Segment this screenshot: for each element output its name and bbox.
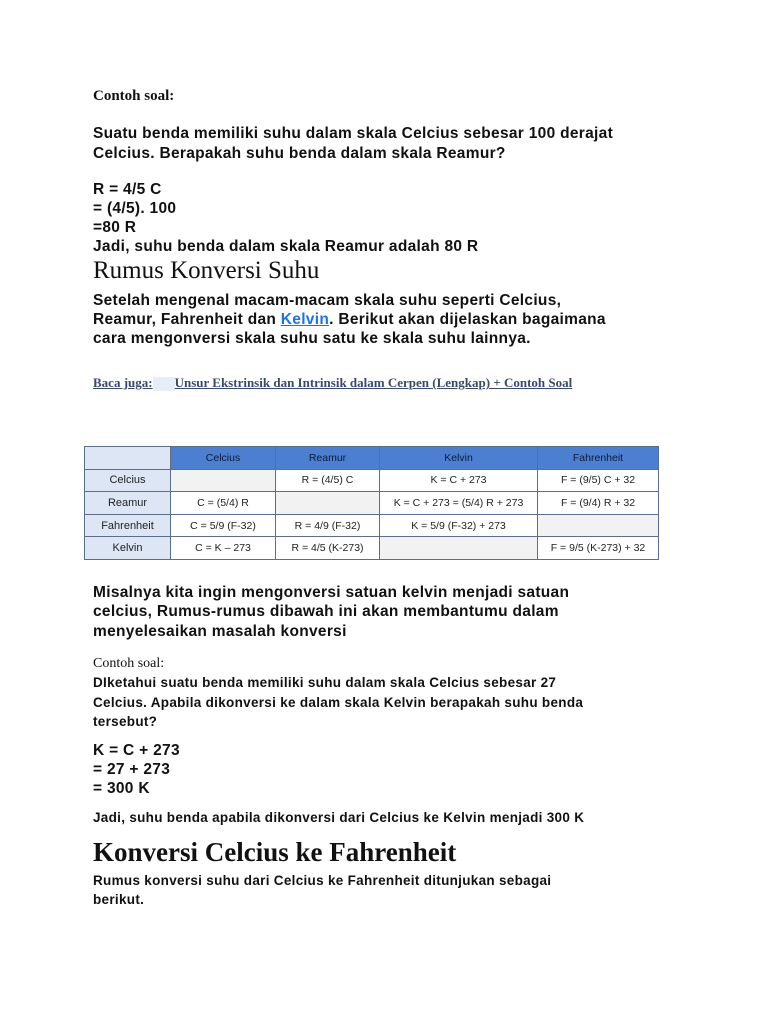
table-header-row	[85, 447, 659, 470]
example2-conclusion: Jadi, suhu benda apabila dikonversi dari Celcius ke Kelvin menjadi 300 K	[93, 810, 585, 825]
section2-line1: Rumus konversi suhu dari Celcius ke Fahrenheit ditunjukan sebagai	[93, 873, 552, 888]
table-cell: C = K – 273	[171, 537, 276, 560]
intro2-line2: celcius, Rumus-rumus dibawah ini akan membantumu dalam	[93, 603, 559, 620]
table-header-fahrenheit: Fahrenheit	[538, 447, 659, 470]
section-heading-rumus-konversi: Rumus Konversi Suhu	[93, 257, 320, 284]
section1-para-line1: Setelah mengenal macam-macam skala suhu seperti Celcius,	[93, 292, 562, 309]
intro2-line3: menyelesaikan masalah konversi	[93, 623, 347, 640]
table-cell: C = 5/9 (F-32)	[171, 514, 276, 537]
table-cell: F = (9/5) C + 32	[538, 469, 659, 492]
table-cell	[538, 514, 659, 537]
table-cell: K = 5/9 (F-32) + 273	[380, 514, 538, 537]
table-row-head-reamur: Reamur	[85, 492, 171, 515]
table-cell	[380, 537, 538, 560]
table-row	[85, 514, 659, 537]
example1-step1: R = 4/5 C	[93, 181, 162, 198]
section2-line2: berikut.	[93, 892, 145, 907]
example1-step3: =80 R	[93, 219, 137, 236]
conversion-table	[84, 446, 659, 560]
table-header-kelvin: Kelvin	[380, 447, 538, 470]
example2-step1: K = C + 273	[93, 742, 180, 759]
example2-step3: = 300 K	[93, 780, 150, 797]
example1-label: Contoh soal:	[93, 88, 175, 104]
table-cell	[171, 469, 276, 492]
read-also-label[interactable]: Baca juga:	[93, 375, 153, 390]
example2-step2: = 27 + 273	[93, 761, 171, 778]
table-row	[85, 469, 659, 492]
table-cell: F = 9/5 (K-273) + 32	[538, 537, 659, 560]
table-cell: R = 4/9 (F-32)	[276, 514, 380, 537]
table-cell: R = (4/5) C	[276, 469, 380, 492]
section1-para-line2-before: Reamur, Fahrenheit dan	[93, 311, 281, 328]
read-also[interactable]	[93, 375, 572, 391]
table-cell: K = C + 273	[380, 469, 538, 492]
table-row-head-fahrenheit: Fahrenheit	[85, 514, 171, 537]
table-header-reamur: Reamur	[276, 447, 380, 470]
table-row	[85, 537, 659, 560]
table-corner-cell	[85, 447, 171, 470]
table-row	[85, 492, 659, 515]
example1-question-line1: Suatu benda memiliki suhu dalam skala Celcius sebesar 100 derajat	[93, 125, 614, 142]
table-cell: F = (9/4) R + 32	[538, 492, 659, 515]
table-cell	[276, 492, 380, 515]
read-also-link[interactable]: Unsur Ekstrinsik dan Intrinsik dalam Cerpen (Lengkap) + Contoh Soal	[174, 375, 573, 390]
example1-step2: = (4/5). 100	[93, 200, 177, 217]
section-heading-konversi-celcius-fahrenheit: Konversi Celcius ke Fahrenheit	[93, 837, 457, 867]
table-cell: R = 4/5 (K-273)	[276, 537, 380, 560]
intro2-line1: Misalnya kita ingin mengonversi satuan kelvin menjadi satuan	[93, 584, 570, 601]
table-row-head-kelvin: Kelvin	[85, 537, 171, 560]
table-cell: C = (5/4) R	[171, 492, 276, 515]
table-header-celcius: Celcius	[171, 447, 276, 470]
example2-question-line1: DIketahui suatu benda memiliki suhu dalam skala Celcius sebesar 27	[93, 675, 557, 690]
kelvin-link[interactable]: Kelvin	[280, 311, 330, 328]
example2-question-line3: tersebut?	[93, 714, 158, 729]
section1-para-line2-after: . Berikut akan dijelaskan bagaimana	[329, 311, 606, 328]
section1-para-line3: cara mengonversi skala suhu satu ke skala suhu lainnya.	[93, 330, 531, 347]
example1-conclusion: Jadi, suhu benda dalam skala Reamur adalah 80 R	[93, 238, 479, 255]
section1-para-line2	[93, 310, 606, 329]
table-row-head-celcius: Celcius	[85, 469, 171, 492]
read-also-spacer	[153, 377, 175, 391]
table-cell: K = C + 273 = (5/4) R + 273	[380, 492, 538, 515]
example2-label: Contoh soal:	[93, 656, 165, 671]
example1-question-line2: Celcius. Berapakah suhu benda dalam skala Reamur?	[93, 145, 506, 162]
example2-question-line2: Celcius. Apabila dikonversi ke dalam skala Kelvin berapakah suhu benda	[93, 695, 584, 710]
